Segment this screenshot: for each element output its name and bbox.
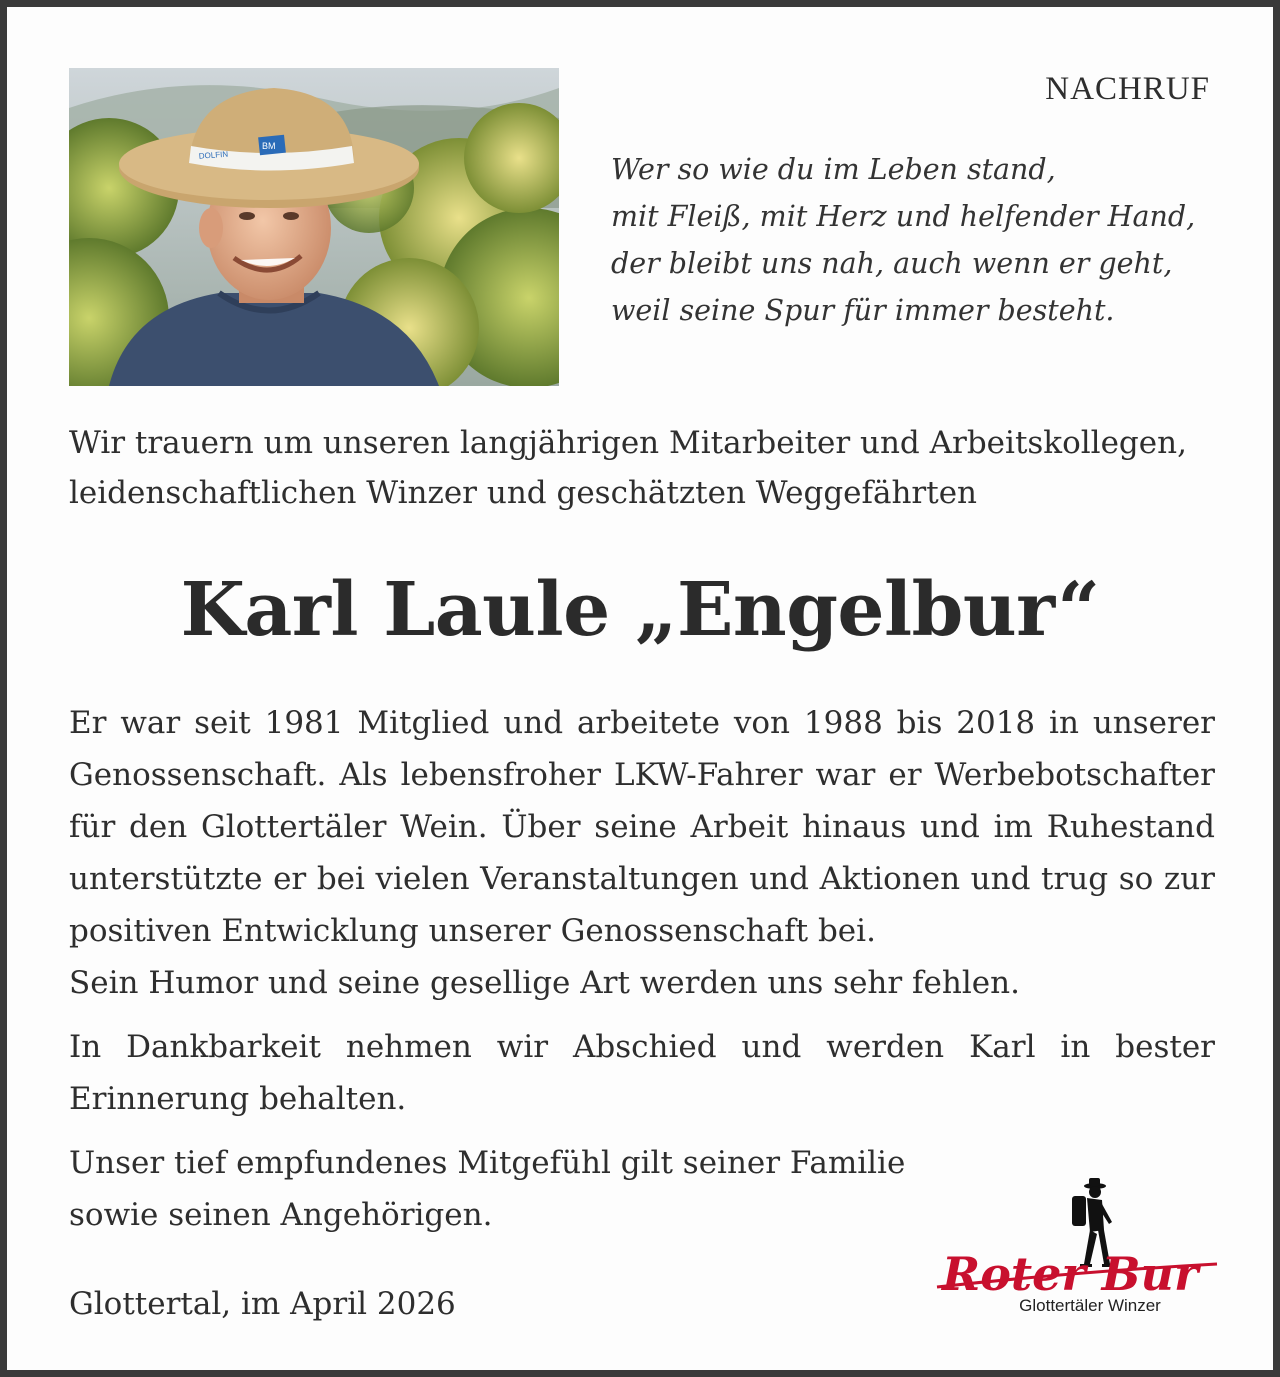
farewell-paragraph: In Dankbarkeit nehmen wir Abschied und werden Karl in bester Erinnerung behalten. [69, 1029, 1215, 1117]
portrait-photo [69, 68, 559, 386]
condolence-line: Unser tief empfundenes Mitgefühl gilt seiner Familie [69, 1145, 906, 1181]
humor-sentence: Sein Humor und seine gesellige Art werden uns sehr fehlen. [69, 965, 1020, 1001]
intro-text [69, 418, 1219, 518]
biography-paragraph: Er war seit 1981 Mitglied und arbeitete von 1988 bis 2018 in unserer Genossenschaft. Als lebensfroher LKW-Fahrer war er Werbebotschafter für den Glottertäler Wein. Über seine Arbeit hinaus und im Ruhestand unterstützte er bei vielen Veranstaltungen und Aktionen und trug so zur positiven Entwicklung unserer Genossenschaft bei. [69, 705, 1215, 949]
hat-badge-text: BM [262, 141, 276, 151]
intro-line: leidenschaftlichen Winzer und geschätzten Weggefährten [69, 475, 978, 511]
poem-line: mit Fleiß, mit Herz und helfender Hand, [611, 200, 1196, 233]
intro-line: Wir trauern um unseren langjährigen Mitarbeiter und Arbeitskollegen, [69, 425, 1187, 461]
roter-bur-logo [932, 1172, 1222, 1332]
place-date: Glottertal, im April 2026 [69, 1286, 456, 1322]
poem-line: Wer so wie du im Leben stand, [611, 153, 1056, 186]
condolence-paragraph [69, 1137, 949, 1241]
deceased-name: Karl Laule „Engelbur“ [180, 567, 1100, 653]
logo-subtitle: Glottertäler Winzer [1019, 1296, 1161, 1315]
poem-line: der bleibt uns nah, auch wenn er geht, [611, 247, 1173, 280]
hat-band-text: DOLFIN [198, 149, 229, 161]
obituary-body [69, 697, 1215, 1241]
logo-wordmark: Roter Bur [942, 1247, 1199, 1301]
poem-line: weil seine Spur für immer besteht. [611, 294, 1115, 327]
memorial-poem [611, 146, 1195, 334]
notice-type-label: NACHRUF [1045, 71, 1210, 107]
condolence-line: sowie seinen Angehörigen. [69, 1197, 493, 1233]
